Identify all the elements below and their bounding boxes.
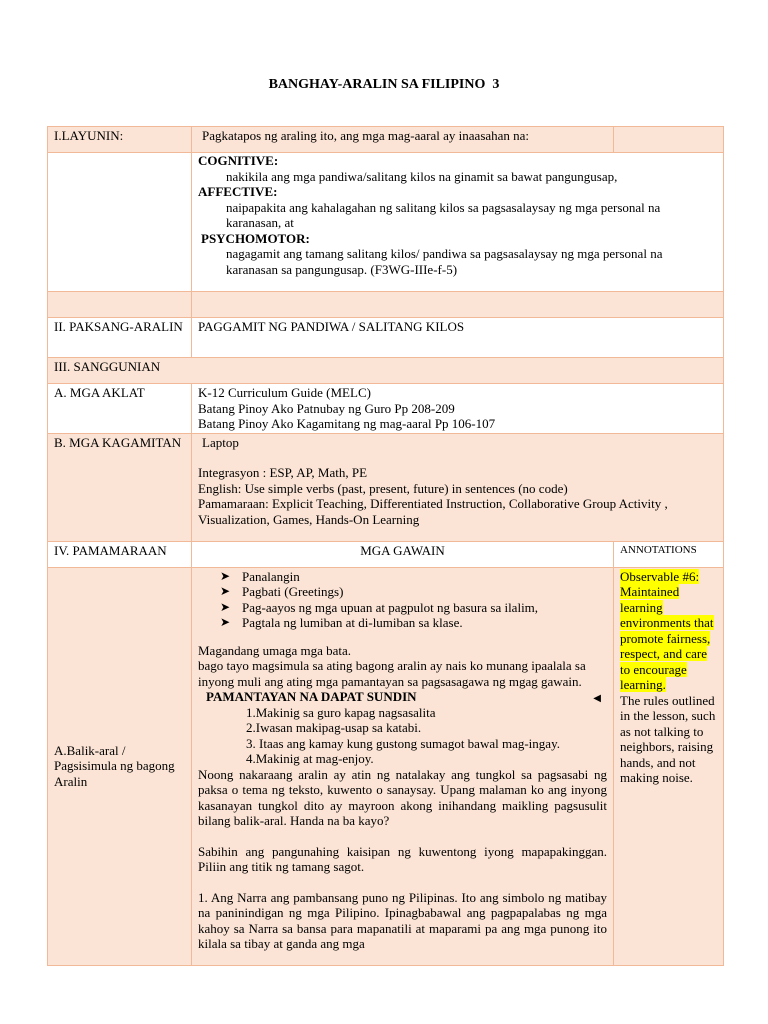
rules-list (198, 705, 607, 767)
affective-text: naipapakita ang kahalagahan ng salitang kilos sa pagsasalaysay ng mga personal na karanasan, at (226, 199, 661, 230)
list-item: ➤ Pagbati (Greetings) (220, 584, 344, 599)
kagamitan-item: Laptop (202, 434, 239, 450)
spacer-cell-left (48, 292, 192, 318)
rules-heading: PAMANTAYAN NA DAPAT SUNDIN (206, 689, 417, 704)
gawain-cell (192, 567, 614, 965)
intro-text: bago tayo magsimula sa ating bagong aralin ay nais ko munang ipaalala sa inyong muli ang ating mga pamantayan sa pagsasagawa ng mgag gawain. (198, 658, 586, 689)
mga-aklat-list (192, 384, 724, 434)
spacer-cell-right (192, 292, 724, 318)
aklat-line: Batang Pinoy Ako Patnubay ng Guro Pp 208-209 (198, 400, 455, 416)
pamamaraan-label: IV. PAMAMARAAN (48, 541, 192, 567)
objectives-cell (192, 153, 724, 292)
annotations-header: ANNOTATIONS (614, 541, 724, 567)
aklat-line: K-12 Curriculum Guide (MELC) (198, 385, 371, 400)
lesson-plan-table (47, 126, 724, 966)
opening-activities-list (198, 569, 607, 631)
mga-kagamitan-cell (192, 433, 724, 541)
mga-aklat-row (48, 384, 724, 434)
mga-aklat-label: A. MGA AKLAT (48, 384, 192, 434)
arrow-bullet-icon: ➤ (220, 584, 231, 598)
cognitive-label: COGNITIVE: (198, 153, 279, 168)
paksang-aralin-label: II. PAKSANG-ARALIN (48, 318, 192, 358)
list-item: ➤ Panalangin (220, 568, 300, 584)
balik-aral-label: A.Balik-aral / Pagsisimula ng bagong Aralin (48, 567, 192, 965)
cognitive-text: nakikila ang mga pandiwa/salitang kilos na ginamit sa bawat pangungusap, (226, 168, 618, 184)
mga-kagamitan-label-cell (48, 433, 192, 541)
paksang-aralin-value: PAGGAMIT NG PANDIWA / SALITANG KILOS (192, 318, 724, 358)
layunin-empty-cell (614, 127, 724, 153)
rule-item: 4.Makinig at mag-enjoy. (246, 751, 374, 766)
objectives-row (48, 153, 724, 292)
psychomotor-label: PSYCHOMOTOR: (201, 230, 310, 246)
objectives-empty-cell (48, 153, 192, 292)
question-item-1: 1. Ang Narra ang pambansang puno ng Pilipinas. Ito ang simbolo ng matibay na paninindigan ng mga Pilipino. Ipinagbabawal ang pagpapalabas ng mga kahoy sa Narra sa bansa para mapanatili at maparami pa ang mga punong ito kilala sa tibay at ganda ang mga (198, 889, 607, 951)
annotation-highlight: Observable #6: Maintained learning environments that promote fairness, respect, and care to encourage learning. (620, 568, 714, 692)
balik-aral-row (48, 567, 724, 965)
spacer-row (48, 292, 724, 318)
annotation-text: The rules outlined in the lesson, such as not talking to neighbors, raising hands, and not making noise. (620, 692, 716, 785)
mga-gawain-header: MGA GAWAIN (192, 541, 614, 567)
arrow-bullet-icon: ➤ (220, 568, 231, 583)
list-item: ➤ Pagtala ng lumiban at di-lumiban sa klase. (220, 615, 463, 630)
list-item: ➤ Pag-aayos ng mga upuan at pagpulot ng basura sa ilalim, (220, 599, 539, 615)
arrow-bullet-icon: ➤ (220, 599, 231, 614)
sanggunian-label: III. SANGGUNIAN (48, 358, 724, 384)
page-title: BANGHAY-ARALIN SA FILIPINO 3 (268, 77, 500, 92)
comment-pointer-icon: ◀ (593, 693, 601, 704)
psychomotor-text: nagagamit ang tamang salitang kilos/ pandiwa sa pagsasalaysay ng mga personal na karanasan sa pangungusap. (F3WG-IIIe-f-5) (226, 246, 663, 277)
mga-kagamitan-row (48, 433, 724, 541)
sanggunian-row (48, 358, 724, 384)
affective-label: AFFECTIVE: (198, 184, 278, 199)
english-text: English: Use simple verbs (past, present, future) in sentences (no code) (198, 480, 568, 496)
pamamaraan-text: Pamamaraan: Explicit Teaching, Differentiated Instruction, Collaborative Group Activity , Visualization, Games, Hands-On Learning (198, 496, 668, 527)
mga-kagamitan-label: B. MGA KAGAMITAN (54, 434, 182, 450)
rule-item: 3. Itaas ang kamay kung gustong sumagot bawal mag-ingay. (246, 735, 560, 751)
paksang-aralin-row (48, 318, 724, 358)
layunin-label: I.LAYUNIN: (48, 127, 192, 153)
layunin-row (48, 127, 724, 153)
rule-item: 2.Iwasan makipag-usap sa katabi. (246, 720, 422, 735)
pamamaraan-header-row (48, 541, 724, 567)
arrow-bullet-icon: ➤ (220, 615, 231, 629)
instruction-text: Sabihin ang pangunahing kaisipan ng kuwentong iyong mapapakinggan. Piliin ang titik ng tamang sagot. (198, 843, 607, 874)
annotation-cell (614, 567, 724, 965)
integrasyon-text: Integrasyon : ESP, AP, Math, PE (198, 465, 368, 480)
rule-item: 1.Makinig sa guro kapag nagsasalita (246, 704, 436, 720)
layunin-intro: Pagkatapos ng araling ito, ang mga mag-aaral ay inaasahan na: (192, 127, 614, 153)
greeting-text: Magandang umaga mga bata. (198, 642, 352, 658)
aklat-line: Batang Pinoy Ako Kagamitang ng mag-aaral Pp 106-107 (198, 416, 496, 431)
review-text: Noong nakaraang aralin ay atin ng natalakay ang tungkol sa pagsasabi ng paksa o tema ng teksto, kuwento o sanaysay. Upang malaman ko ang inyong kasanayan tungkol dito ay mayroon akong inihandang maikling pagsusulit bilang balik-aral. Handa na ba kayo? (198, 766, 607, 828)
